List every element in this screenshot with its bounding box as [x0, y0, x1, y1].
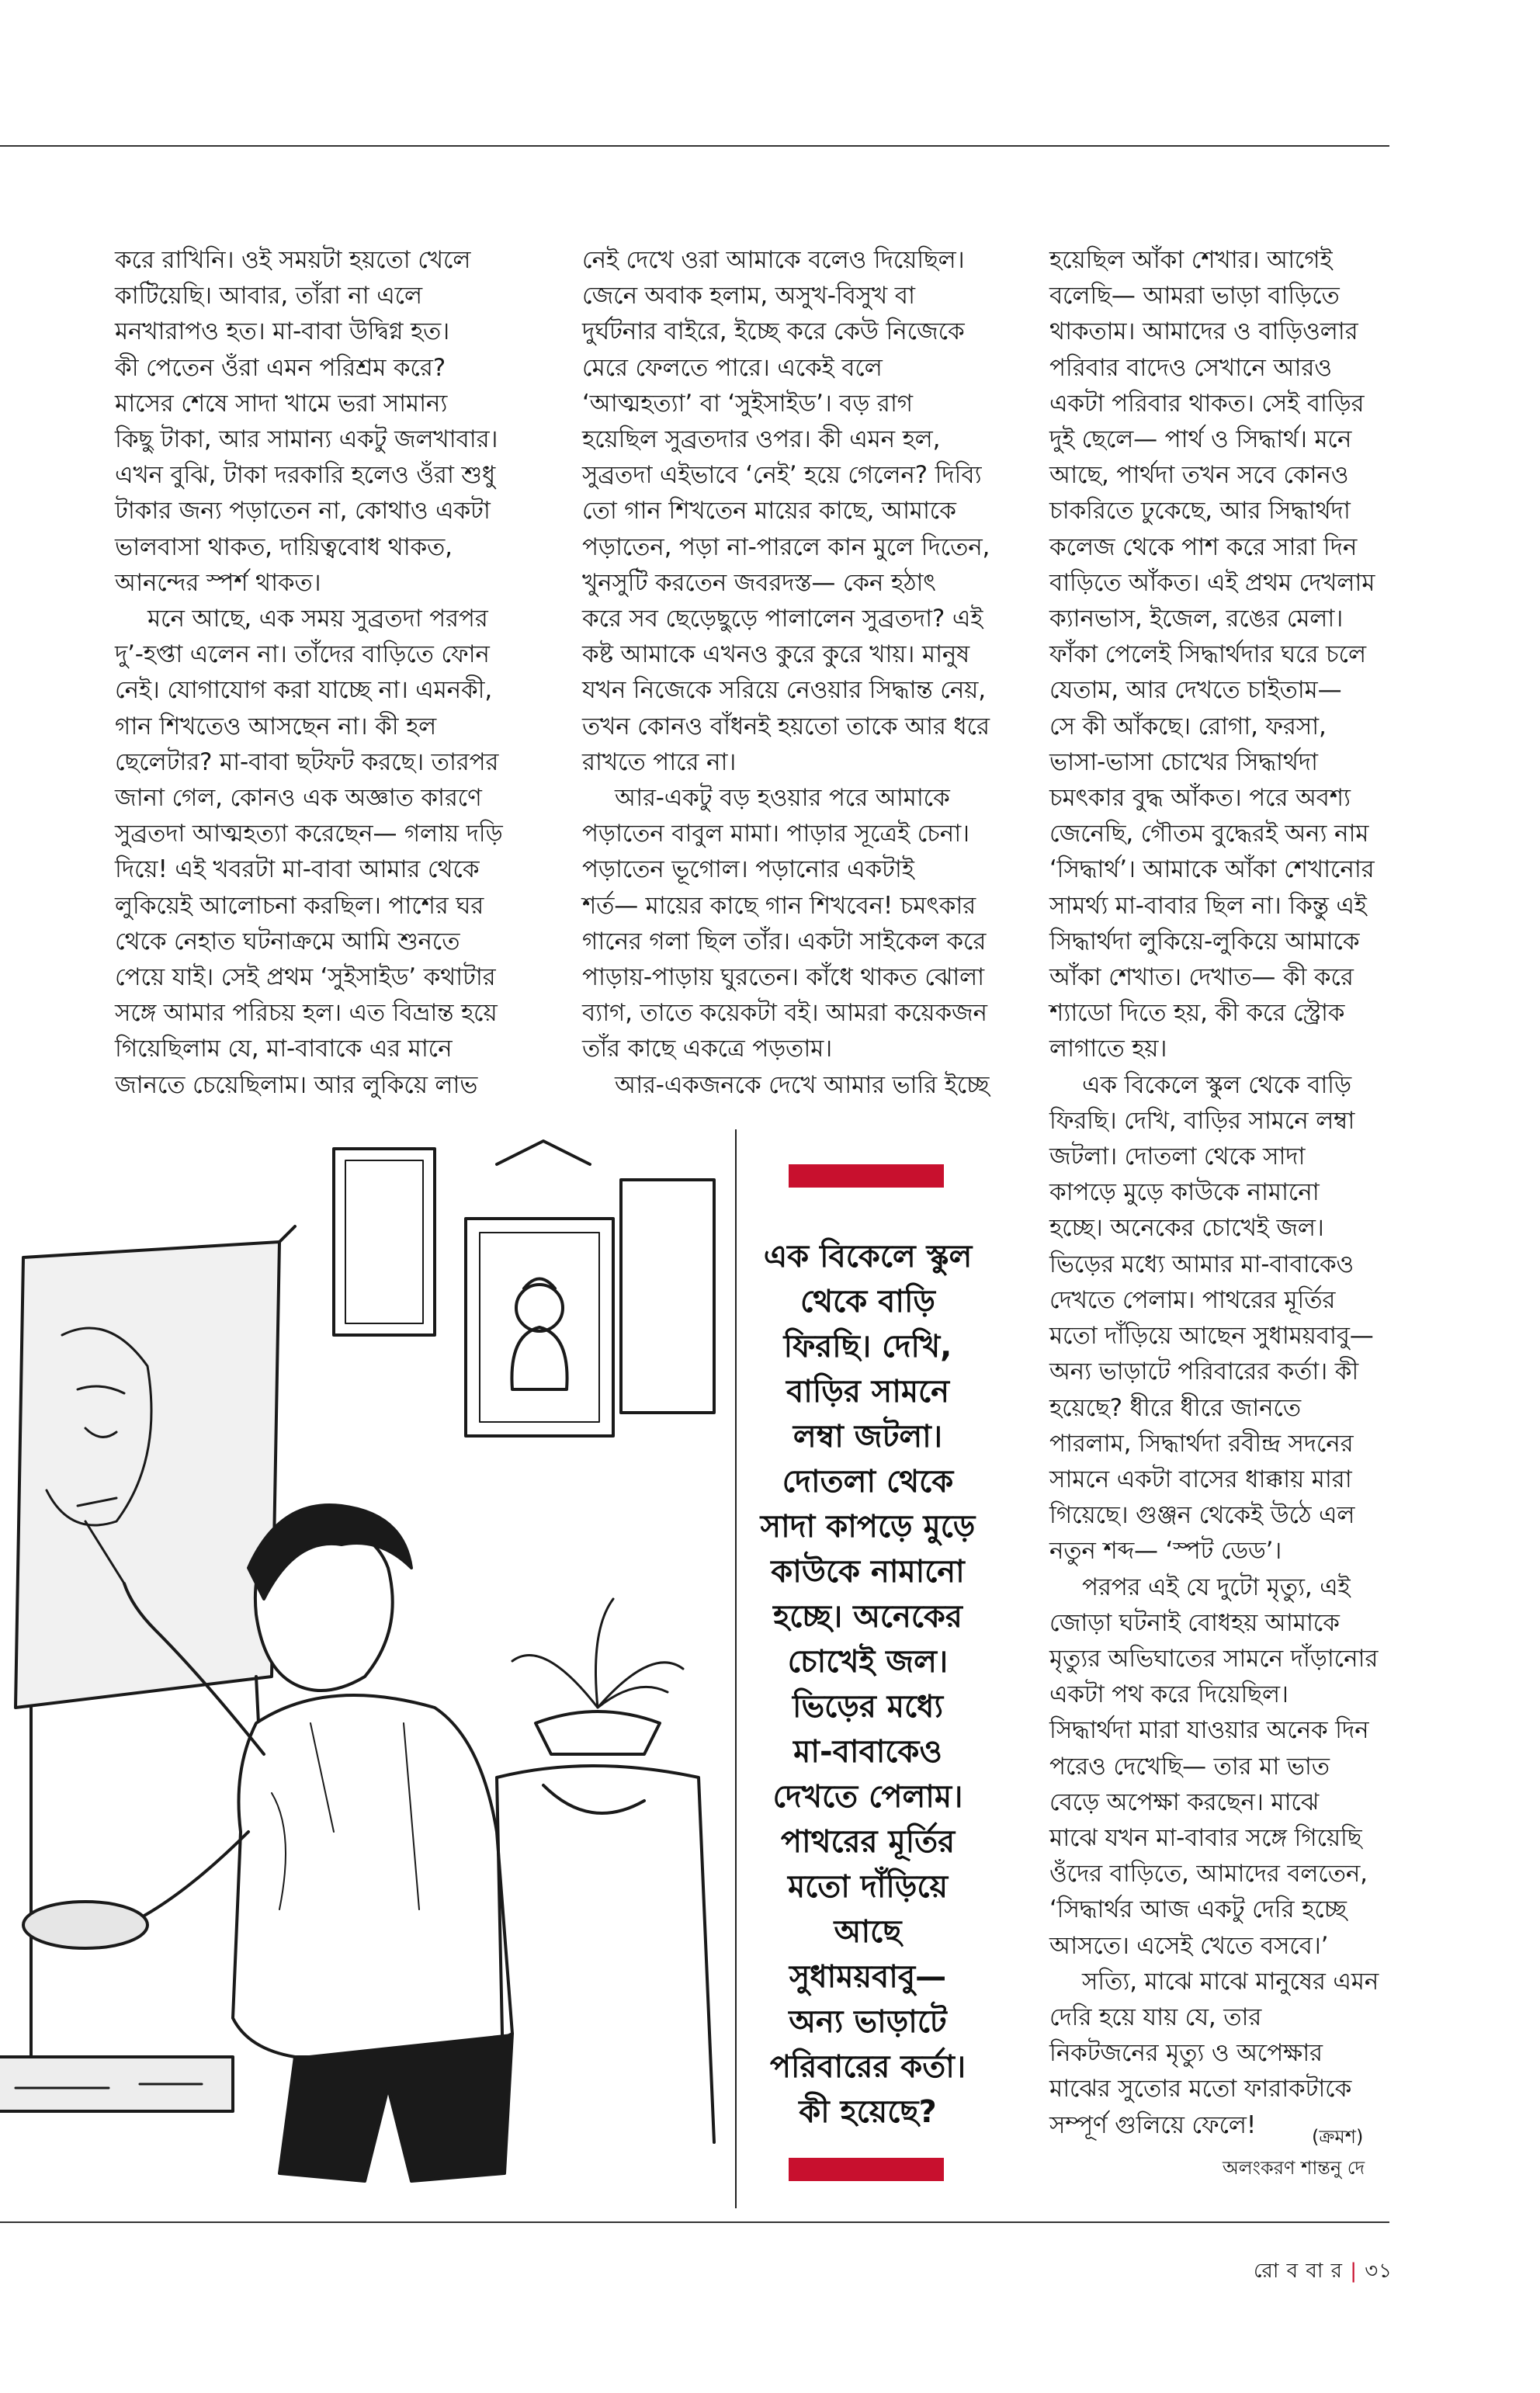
- text-line: করে রাখিনি। ওই সময়টা হয়তো খেলে: [115, 246, 471, 274]
- text-line: থাকতাম। আমাদের ও বাড়িওলার: [1049, 317, 1358, 346]
- text-line: বলেছি— আমরা ভাড়া বাড়িতে: [1049, 282, 1340, 310]
- text-line: পড়াতেন ভূগোল। পড়ানোর একটাই: [582, 855, 914, 884]
- text-line: পেয়ে যাই। সেই প্রথম ‘সুইসাইড’ কথাটার: [115, 963, 496, 992]
- text-line: ফিরছি। দেখি, বাড়ির সামনে লম্বা: [1049, 1106, 1355, 1135]
- text-line: সম্পূর্ণ গুলিয়ে ফেলে!: [1049, 2110, 1257, 2139]
- text-line: পারলাম, সিদ্ধার্থদা রবীন্দ্র সদনের: [1049, 1429, 1354, 1458]
- text-line: চাকরিতে ঢুকেছে, আর সিদ্ধার্থদা: [1049, 497, 1351, 525]
- text-line: হচ্ছে। অনেকের চোখেই জল।: [1049, 1214, 1324, 1243]
- text-line: জেনেছি, গৌতম বুদ্ধেরই অন্য নাম: [1049, 820, 1369, 848]
- text-line: লাগাতে হয়।: [1049, 1035, 1167, 1063]
- pull-quote-line: দোতলা থেকে: [782, 1464, 954, 1500]
- pull-quote-line: লম্বা জটলা।: [793, 1419, 943, 1455]
- text-line: পরেও দেখেছি— তার মা ভাত: [1049, 1752, 1330, 1781]
- text-line: আছে, পার্থদা তখন সবে কোনও: [1049, 461, 1349, 490]
- text-line: একটা পথ করে দিয়েছিল।: [1049, 1680, 1289, 1709]
- text-line: গানের গলা ছিল তাঁর। একটা সাইকেল করে: [582, 927, 987, 955]
- text-line: চমৎকার বুদ্ধ আঁকত। পরে অবশ্য: [1049, 784, 1351, 813]
- pull-quote-line: কাউকে নামানো: [771, 1554, 965, 1590]
- footer-separator: |: [1350, 2259, 1358, 2283]
- text-line: সিদ্ধার্থদা মারা যাওয়ার অনেক দিন: [1049, 1716, 1369, 1745]
- text-line: পরপর এই যে দুটো মৃত্যু, এই: [1082, 1573, 1351, 1601]
- text-line: মনখারাপও হত। মা-বাবা উদ্বিগ্ন হত।: [115, 317, 449, 346]
- text-line: আসতে। এসেই খেতে বসবে।’: [1049, 1931, 1329, 1960]
- text-line: ফাঁকা পেলেই সিদ্ধার্থদার ঘরে চলে: [1049, 640, 1366, 669]
- pull-quote-text: [744, 1234, 992, 2135]
- text-line: নেই দেখে ওরা আমাকে বলেও দিয়েছিল।: [582, 246, 965, 274]
- pull-quote-line: সাদা কাপড়ে মুড়ে: [760, 1509, 976, 1545]
- text-line: কী পেতেন ওঁরা এমন পরিশ্রম করে?: [115, 353, 446, 382]
- text-line: মাসের শেষে সাদা খামে ভরা সামান্য: [115, 389, 448, 418]
- text-line: ক্যানভাস, ইজেল, রঙের মেলা।: [1049, 605, 1344, 633]
- pull-quote-line: বাড়ির সামনে: [786, 1374, 949, 1410]
- text-line: সুব্রতদা এইভাবে ‘নেই’ হয়ে গেলেন? দিব্যি: [582, 461, 982, 490]
- text-line: দেখতে পেলাম। পাথরের মূর্তির: [1049, 1285, 1336, 1314]
- continued-note: (ক্রমশ): [1312, 2126, 1364, 2148]
- text-line: দু’-হপ্তা এলেন না। তাঁদের বাড়িতে ফোন: [115, 640, 490, 669]
- text-line: বাড়িতে আঁকত। এই প্রথম দেখলাম: [1049, 568, 1375, 597]
- text-line: হয়েছে? ধীরে ধীরে জানতে: [1049, 1393, 1301, 1422]
- pull-quote-box: [751, 1157, 984, 2181]
- pull-quote-line: আছে: [834, 1914, 902, 1950]
- text-line: সামনে একটা বাসের ধাক্কায় মারা: [1049, 1465, 1352, 1493]
- text-line: ভিড়ের মধ্যে আমার মা-বাবাকেও: [1049, 1250, 1354, 1278]
- pull-quote-line: দেখতে পেলাম।: [772, 1779, 963, 1815]
- article-column-3: [1049, 242, 1406, 2143]
- text-line: মতো দাঁড়িয়ে আছেন সুধাময়বাবু—: [1049, 1322, 1374, 1351]
- bottom-rule: [0, 2221, 1389, 2223]
- text-line: নতুন শব্দ— ‘স্পট ডেড’।: [1049, 1537, 1282, 1566]
- pull-quote-line: পাথরের মূর্তির: [780, 1824, 956, 1860]
- text-line: তখন কোনও বাঁধনই হয়তো তাকে আর ধরে: [582, 712, 990, 740]
- pull-quote-line: ভিড়ের মধ্যে: [792, 1689, 944, 1725]
- text-line: নিকটজনের মৃত্যু ও অপেক্ষার: [1049, 2039, 1323, 2068]
- pull-quote-line: মতো দাঁড়িয়ে: [787, 1869, 949, 1905]
- article-column-2: [582, 242, 1017, 1103]
- boy-shorts: [279, 2034, 512, 2181]
- text-line: একটা পরিবার থাকত। সেই বাড়ির: [1049, 389, 1365, 418]
- text-line: দেরি হয়ে যায় যে, তার: [1049, 2003, 1262, 2031]
- text-line: শর্ত— মায়ের কাছে গান শিখবেন! চমৎকার: [582, 891, 976, 920]
- boy-shirt: [233, 1695, 512, 2057]
- text-line: সঙ্গে আমার পরিচয় হল। এত বিভ্রান্ত হয়ে: [115, 999, 498, 1028]
- text-line: লুকিয়েই আলোচনা করছিল। পাশের ঘর: [115, 891, 484, 920]
- boy-painting-illustration: [0, 1133, 730, 2208]
- pull-quote-red-bar-top: [789, 1164, 944, 1188]
- page-footer: [1254, 2255, 1393, 2289]
- publication-name: রো ব বা র: [1254, 2259, 1343, 2283]
- side-table: [497, 1766, 714, 2142]
- text-line: মেরে ফেলতে পারে। একেই বলে: [582, 353, 883, 382]
- text-line: জোড়া ঘটনাই বোধহয় আমাকে: [1049, 1608, 1340, 1637]
- pull-quote-line: থেকে বাড়ি: [800, 1284, 935, 1320]
- text-line: ভাসা-ভাসা চোখের সিদ্ধার্থদা: [1049, 747, 1318, 776]
- text-line: ব্যাগ, তাতে কয়েকটা বই। আমরা কয়েকজন: [582, 999, 987, 1028]
- text-line: কাপড়ে মুড়ে কাউকে নামানো: [1049, 1178, 1320, 1207]
- illustration-credit: অলংকরণ শান্তনু দে: [1223, 2157, 1365, 2179]
- pull-quote-line: এক বিকেলে স্কুল: [763, 1239, 973, 1275]
- wall-frame-right: [621, 1180, 714, 1413]
- text-line: থেকে নেহাত ঘটনাক্রমে আমি শুনতে: [115, 927, 460, 955]
- text-line: মৃত্যুর অভিঘাতের সামনে দাঁড়ানোর: [1049, 1644, 1379, 1673]
- text-line: ‘আত্মহত্যা’ বা ‘সুইসাইড’। বড় রাগ: [582, 389, 913, 418]
- text-line: যেতাম, আর দেখতে চাইতাম—: [1049, 676, 1342, 705]
- text-line: করে সব ছেড়েছুড়ে পালালেন সুব্রতদা? এই: [582, 605, 983, 633]
- text-line: যখন নিজেকে সরিয়ে নেওয়ার সিদ্ধান্ত নেয়,: [582, 676, 986, 705]
- text-line: আঁকা শেখাত। দেখাত— কী করে: [1049, 963, 1354, 992]
- text-line: বেড়ে অপেক্ষা করছেন। মাঝে: [1049, 1788, 1320, 1816]
- text-line: কিছু টাকা, আর সামান্য একটু জলখাবার।: [115, 425, 498, 454]
- text-line: পাড়ায়-পাড়ায় ঘুরতেন। কাঁধে থাকত ঝোলা: [582, 963, 984, 992]
- text-line: জেনে অবাক হলাম, অসুখ-বিসুখ বা: [582, 282, 915, 310]
- pull-quote-line: কী হয়েছে?: [799, 2094, 937, 2130]
- text-line: এখন বুঝি, টাকা দরকারি হলেও ওঁরা শুধু: [115, 461, 496, 490]
- text-line: সামর্থ্য মা-বাবার ছিল না। কিন্তু এই: [1049, 891, 1367, 920]
- text-line: রাখতে পারে না।: [582, 747, 737, 776]
- text-line: হয়েছিল সুব্রতদার ওপর। কী এমন হল,: [582, 425, 941, 454]
- text-line: আর-একজনকে দেখে আমার ভারি ইচ্ছে: [615, 1070, 990, 1099]
- article-column-1: [115, 242, 519, 1103]
- top-rule: [0, 145, 1389, 147]
- text-line: জানা গেল, কোনও এক অজ্ঞাত কারণে: [115, 784, 482, 813]
- text-line: তাঁর কাছে একত্রে পড়তাম।: [582, 1035, 833, 1063]
- easel: [16, 1242, 279, 1708]
- text-line: গান শিখতেও আসছেন না। কী হল: [115, 712, 437, 740]
- text-line: এক বিকেলে স্কুল থেকে বাড়ি: [1082, 1070, 1351, 1099]
- text-line: তো গান শিখতেন মায়ের কাছে, আমাকে: [582, 497, 956, 525]
- text-line: ‘সিদ্ধার্থর আজ একটু দেরি হচ্ছে: [1049, 1895, 1347, 1924]
- pull-quote-red-bar-bottom: [789, 2158, 944, 2181]
- text-line: ছেলেটার? মা-বাবা ছটফট করছে। তারপর: [115, 747, 499, 776]
- pull-quote-line: ফিরছি। দেখি,: [783, 1329, 952, 1365]
- text-line: সে কী আঁকছে। রোগা, ফরসা,: [1049, 712, 1327, 740]
- pull-quote-line: পরিবারের কর্তা।: [769, 2049, 966, 2085]
- pull-quote-line: সুধাময়বাবু—: [789, 1959, 947, 1995]
- text-line: পরিবার বাদেও সেখানে আরও: [1049, 353, 1332, 382]
- text-line: সুব্রতদা আত্মহত্যা করেছেন— গলায় দড়ি: [115, 820, 503, 848]
- text-line: আর-একটু বড় হওয়ার পরে আমাকে: [615, 784, 950, 813]
- text-line: ওঁদের বাড়িতে, আমাদের বলতেন,: [1049, 1860, 1368, 1888]
- text-line: পড়াতেন বাবুল মামা। পাড়ার সূত্রেই চেনা।: [582, 820, 969, 848]
- text-line: সত্যি, মাঝে মাঝে মানুষের এমন: [1082, 1967, 1379, 1996]
- pull-quote-line: হচ্ছে। অনেকের: [773, 1599, 962, 1635]
- pull-quote-line: অন্য ভাড়াটে: [789, 2004, 947, 2040]
- text-line: শ্যাডো দিতে হয়, কী করে স্ট্রোক: [1049, 999, 1345, 1028]
- text-line: কলেজ থেকে পাশ করে সারা দিন: [1049, 532, 1358, 561]
- pull-quote-line: চোখেই জল।: [787, 1644, 949, 1680]
- text-line: দুই ছেলে— পার্থ ও সিদ্ধার্থ। মনে: [1049, 425, 1352, 454]
- wall-frame-left: [334, 1149, 435, 1335]
- text-line: মনে আছে, এক সময় সুব্রতদা পরপর: [147, 605, 488, 633]
- text-line: দুর্ঘটনার বাইরে, ইচ্ছে করে কেউ নিজেকে: [582, 317, 965, 346]
- text-line: নেই। যোগাযোগ করা যাচ্ছে না। এমনকী,: [115, 676, 492, 705]
- text-line: সিদ্ধার্থদা লুকিয়ে-লুকিয়ে আমাকে: [1049, 927, 1360, 955]
- text-line: আনন্দের স্পর্শ থাকত।: [115, 568, 321, 597]
- text-line: ভালবাসা থাকত, দায়িত্ববোধ থাকত,: [115, 532, 453, 561]
- text-line: মাঝের সুতোর মতো ফারাকটাকে: [1049, 2075, 1352, 2103]
- text-line: জানতে চেয়েছিলাম। আর লুকিয়ে লাভ: [115, 1070, 478, 1099]
- text-line: পড়াতেন, পড়া না-পারলে কান মুলে দিতেন,: [582, 532, 990, 561]
- text-line: দিয়ে! এই খবরটা মা-বাবা আমার থেকে: [115, 855, 480, 884]
- text-line: কাটিয়েছি। আবার, তাঁরা না এলে: [115, 282, 422, 310]
- text-line: টাকার জন্য পড়াতেন না, কোথাও একটা: [115, 497, 491, 525]
- pull-quote-line: মা-বাবাকেও: [793, 1734, 942, 1770]
- text-line: গিয়েছে। গুঞ্জন থেকেই উঠে এল: [1049, 1501, 1355, 1530]
- text-line: অন্য ভাড়াটে পরিবারের কর্তা। কী: [1049, 1358, 1359, 1386]
- page-number: ৩১: [1365, 2259, 1393, 2283]
- column-divider: [735, 1129, 737, 2208]
- text-line: কষ্ট আমাকে এখনও কুরে কুরে খায়। মানুষ: [582, 640, 970, 669]
- text-line: ‘সিদ্ধার্থ’। আমাকে আঁকা শেখানোর: [1049, 855, 1375, 884]
- text-line: জটলা। দোতলা থেকে সাদা: [1049, 1143, 1306, 1171]
- text-line: গিয়েছিলাম যে, মা-বাবাকে এর মানে: [115, 1035, 453, 1063]
- text-line: মাঝে যখন মা-বাবার সঙ্গে গিয়েছি: [1049, 1823, 1362, 1852]
- text-line: খুনসুটি করতেন জবরদস্ত— কেন হঠাৎ: [582, 568, 936, 597]
- plant: [512, 1599, 683, 1708]
- text-line: হয়েছিল আঁকা শেখার। আগেই: [1049, 246, 1333, 274]
